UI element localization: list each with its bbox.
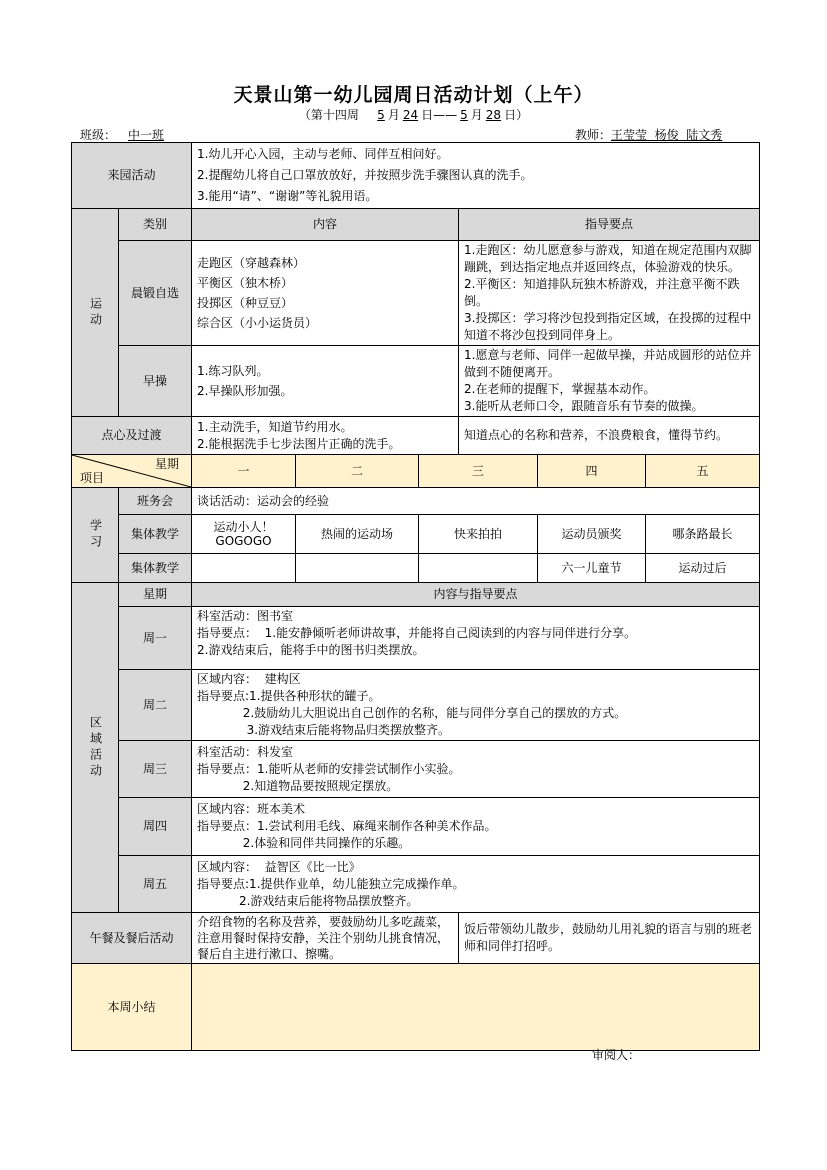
area-day: 周三 (119, 741, 192, 798)
area-day: 周一 (119, 607, 192, 670)
meeting-content: 谈话活动：运动会的经验 (192, 488, 760, 515)
morning-label: 晨锻自选 (119, 241, 192, 346)
page-title: 天景山第一幼儿园周日活动计划（上午） (233, 84, 594, 106)
class-info: 班级： 中一班 (80, 128, 165, 142)
guide-header: 指导要点 (459, 209, 760, 241)
snack-guide: 知道点心的名称和营养，不浪费粮食，懂得节约。 (459, 417, 760, 455)
teach-label: 集体教学 (119, 554, 192, 583)
lunch-guide: 饭后带领幼儿散步，鼓励幼儿用礼貌的语言与别的班老师和同伴打招呼。 (459, 913, 760, 964)
snack-content: 1.主动洗手，知道节约用水。 2.能根据洗手七步法图片正确的洗手。 (192, 417, 459, 455)
teach-cell: 热闹的运动场 (296, 515, 419, 554)
teacher-info: 教师：王莹莹 杨俊 陆文秀 (575, 128, 723, 142)
sport-label: 运动 (72, 209, 119, 417)
plan-table (71, 142, 760, 1051)
lunch-content: 介绍食物的名称及营养，要鼓励幼儿多吃蔬菜，注意用餐时保持安静，关注个别幼儿挑食情况，餐后自主进行漱口、擦嘴。 (192, 913, 459, 964)
day-header: 一 (192, 455, 296, 488)
summary-content[interactable] (192, 964, 760, 1051)
reviewer-label: 审阅人： (592, 1048, 641, 1062)
teach-cell: 哪条路最长 (646, 515, 760, 554)
teach-cell: 六一儿童节 (538, 554, 646, 583)
area-day: 周五 (119, 856, 192, 913)
teach-cell (296, 554, 419, 583)
teach-cell (419, 554, 538, 583)
exercise-content: 1.练习队列。 2.早操队形加强。 (192, 346, 459, 417)
area-day-header: 星期 (119, 583, 192, 607)
area-day: 周四 (119, 798, 192, 856)
morning-guide: 1.走跑区：幼儿愿意参与游戏，知道在规定范围内双脚蹦跳，到达指定地点并返回终点，体验游戏的快乐。 2.平衡区：知道排队玩独木桥游戏，并注意平衡不跌倒。 3.投掷区：学习将沙包投到指定区域，在投掷的过程中知道不将沙包投到同伴身上。 (459, 241, 760, 346)
area-content: 区域内容：班本美术 指导要点：1.尝试利用毛线、麻绳来制作各种美术作品。 2.体验和同伴共同操作的乐趣。 (192, 798, 760, 856)
exercise-guide: 1.愿意与老师、同伴一起做早操，并站成圆形的站位并做到不随便离开。 2.在老师的提醒下，掌握基本动作。 3.能听从老师口令，跟随音乐有节奏的做操。 (459, 346, 760, 417)
teach-cell: 运动员颁奖 (538, 515, 646, 554)
day-header: 五 (646, 455, 760, 488)
weekday-item-corner: 星期 项目 (72, 455, 192, 488)
lunch-label: 午餐及餐后活动 (72, 913, 192, 964)
area-label: 区域活动 (72, 583, 119, 913)
area-content: 科室活动：图书室 指导要点： 1.能安静倾听老师讲故事，并能将自己阅读到的内容与同伴进行分享。 2.游戏结束后，能将手中的图书归类摆放。 (192, 607, 760, 670)
summary-label: 本周小结 (72, 964, 192, 1051)
teach-label: 集体教学 (119, 515, 192, 554)
meeting-label: 班务会 (119, 488, 192, 515)
snack-label: 点心及过渡 (72, 417, 192, 455)
day-header: 二 (296, 455, 419, 488)
teach-cell: 运动过后 (646, 554, 760, 583)
content-header: 内容 (192, 209, 459, 241)
category-header: 类别 (119, 209, 192, 241)
arrival-label: 来园活动 (72, 143, 192, 209)
teach-cell (192, 554, 296, 583)
area-day: 周二 (119, 670, 192, 741)
study-label: 学习 (72, 488, 119, 583)
area-content-header: 内容与指导要点 (192, 583, 760, 607)
day-header: 四 (538, 455, 646, 488)
area-content: 区域内容： 建构区 指导要点:1.提供各种形状的罐子。 2.鼓励幼儿大胆说出自己创作的名称，能与同伴分享自己的摆放的方式。 3.游戏结束后能将物品归类摆放整齐。 (192, 670, 760, 741)
arrival-content: 1.幼儿开心入园，主动与老师、同伴互相问好。 2.提醒幼儿将自己口罩放放好，并按照步洗手骤图认真的洗手。 3.能用“请”、“谢谢”等礼貌用语。 (192, 143, 760, 209)
week-range: （第十四周 5 月 24 日—— 5 月 28 日） (298, 108, 529, 122)
area-content: 科室活动：科发室 指导要点：1.能听从老师的安排尝试制作小实验。 2.知道物品要按照规定摆放。 (192, 741, 760, 798)
area-content: 区域内容： 益智区《比一比》 指导要点:1.提供作业单，幼儿能独立完成操作单。 2.游戏结束后能将物品摆放整齐。 (192, 856, 760, 913)
teach-cell: 运动小人！ GOGOGO (192, 515, 296, 554)
day-header: 三 (419, 455, 538, 488)
morning-content: 走跑区（穿越森林） 平衡区（独木桥） 投掷区（种豆豆） 综合区（小小运货员） (192, 241, 459, 346)
teach-cell: 快来拍拍 (419, 515, 538, 554)
exercise-label: 早操 (119, 346, 192, 417)
